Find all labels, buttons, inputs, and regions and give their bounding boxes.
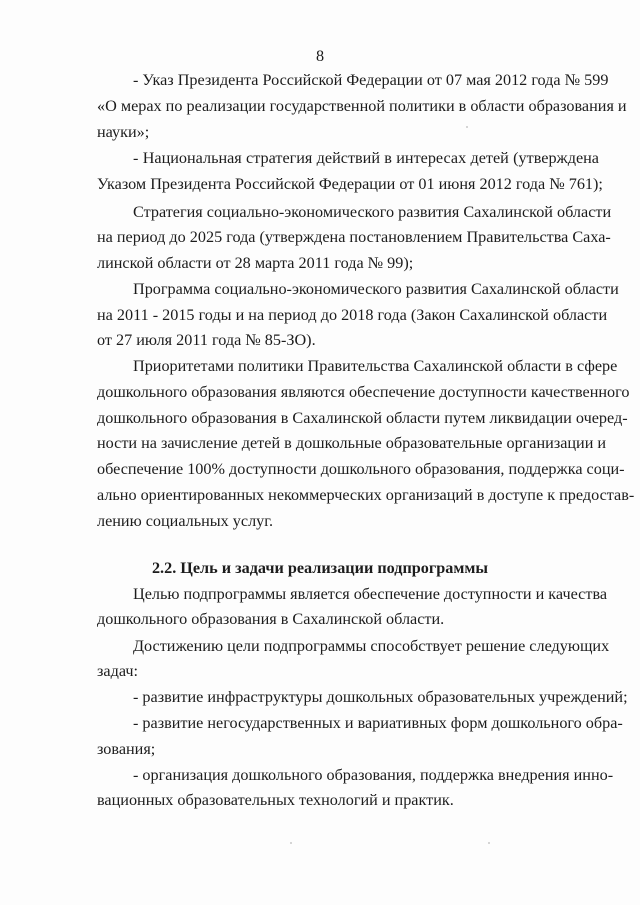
text-line: - Указ Президента Российской Федерации от 07 мая 2012 года № 599 [133, 71, 609, 89]
text-line: зования; [97, 740, 156, 758]
text-line: дошкольного образования являются обеспечение доступности качественного [97, 383, 630, 401]
text-line: науки»; [97, 123, 150, 141]
page-number: 8 [315, 47, 325, 65]
scan-speck [290, 842, 292, 844]
text-line: дошкольного образования в Сахалинской области. [97, 610, 445, 628]
text-line: Стратегия социально-экономического развития Сахалинской области [133, 203, 612, 221]
text-line: Приоритетами политики Правительства Сахалинской области в сфере [133, 357, 618, 375]
text-line: на период до 2025 года (утверждена постановлением Правительства Саха- [97, 228, 611, 246]
text-line: линской области от 28 марта 2011 года № 99); [97, 254, 414, 272]
text-line: вационных образовательных технологий и практик. [97, 791, 454, 809]
text-line: на 2011 - 2015 годы и на период до 2018 года (Закон Сахалинской области [97, 306, 608, 324]
scan-speck [466, 126, 468, 128]
text-line: - развитие инфраструктуры дошкольных образовательных учреждений; [133, 688, 628, 706]
text-line: - Национальная стратегия действий в интересах детей (утверждена [133, 149, 599, 167]
text-line: - организация дошкольного образования, поддержка внедрения инно- [133, 766, 614, 784]
text-line: задач: [97, 662, 138, 680]
text-line: от 27 июля 2011 года № 85-ЗО). [97, 331, 316, 349]
section-heading: 2.2. Цель и задачи реализации подпрограммы [151, 559, 489, 577]
text-line: обеспечение 100% доступности дошкольного образования, поддержка соци- [97, 460, 625, 478]
text-line: ально ориентированных некоммерческих организаций в доступе к предостав- [97, 486, 635, 504]
text-line: Достижению цели подпрограммы способствует решение следующих [133, 637, 610, 655]
text-line: «О мерах по реализации государственной политики в области образования и [97, 97, 627, 115]
text-line: дошкольного образования в Сахалинской области путем ликвидации очеред- [97, 409, 628, 427]
text-line: лению социальных услуг. [97, 512, 274, 530]
scan-speck [488, 842, 490, 844]
text-line: Программа социально-экономического развития Сахалинской области [133, 280, 619, 298]
text-line: ности на зачисление детей в дошкольные образовательные организации и [97, 434, 607, 452]
text-line: Целью подпрограммы является обеспечение доступности и качества [133, 585, 608, 603]
text-line: Указом Президента Российской Федерации от 01 июня 2012 года № 761); [97, 175, 603, 193]
text-line: - развитие негосударственных и вариативных форм дошкольного обра- [133, 714, 623, 732]
